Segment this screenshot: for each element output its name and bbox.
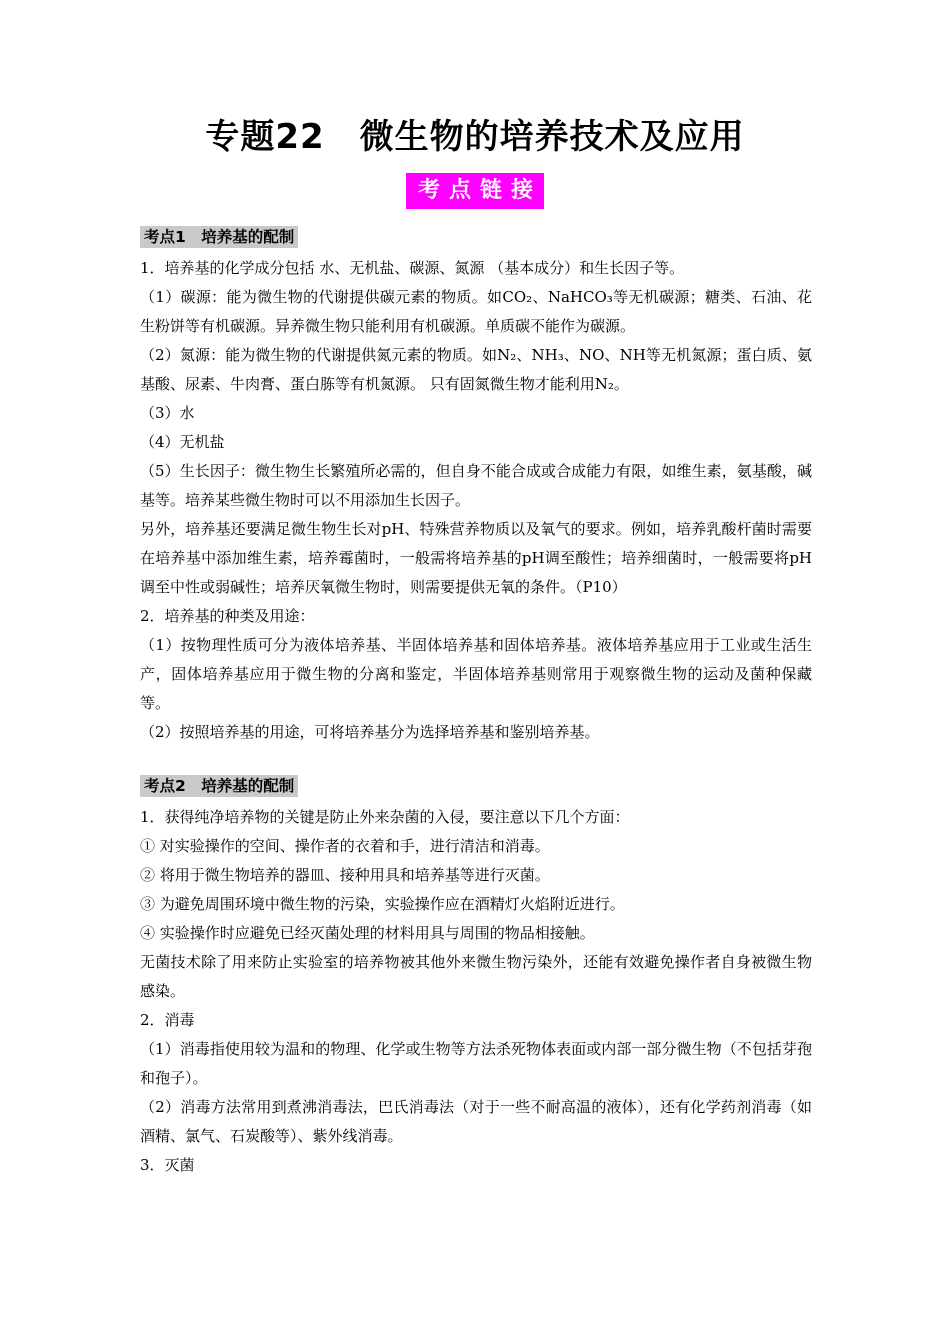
paragraph: ① 对实验操作的空间、操作者的衣着和手，进行清洁和消毒。 [140, 837, 550, 855]
section-heading: 考点2 培养基的配制 [140, 775, 298, 797]
paragraph: ③ 为避免周围环境中微生物的污染，实验操作应在酒精灯火焰附近进行。 [140, 895, 625, 913]
paragraph: （1）消毒指使用较为温和的物理、化学或生物等方法杀死物体表面或内部一部分微生物（不包括芽孢和孢子）。 [140, 1040, 812, 1087]
section-2 [140, 775, 812, 1180]
section-badge: 考点链接 [406, 173, 544, 209]
paragraph: （2）消毒方法常用到煮沸消毒法，巴氏消毒法（对于一些不耐高温的液体），还有化学药剂消毒（如酒精、氯气、石炭酸等）、紫外线消毒。 [140, 1098, 812, 1145]
paragraph: （1）按物理性质可分为液体培养基、半固体培养基和固体培养基。液体培养基应用于工业或生活生产，固体培养基应用于微生物的分离和鉴定，半固体培养基则常用于观察微生物的运动及菌种保藏等。 [140, 636, 812, 712]
paragraph: （4）无机盐 [140, 433, 225, 451]
paragraph: （3）水 [140, 404, 195, 422]
paragraph: （2）按照培养基的用途，可将培养基分为选择培养基和鉴别培养基。 [140, 723, 600, 741]
section-heading: 考点1 培养基的配制 [140, 226, 298, 248]
paragraph: ④ 实验操作时应避免已经灭菌处理的材料用具与周围的物品相接触。 [140, 924, 595, 942]
paragraph: 无菌技术除了用来防止实验室的培养物被其他外来微生物污染外，还能有效避免操作者自身被微生物感染。 [140, 953, 812, 1000]
content-body [140, 226, 812, 1180]
paragraph: （2）氮源：能为微生物的代谢提供氮元素的物质。如N₂、NH₃、NO、NH等无机氮源；蛋白质、氨基酸、尿素、牛肉膏、蛋白胨等有机氮源。 只有固氮微生物才能利用N₂。 [140, 346, 812, 393]
section-gap [140, 747, 812, 775]
paragraph: 2．培养基的种类及用途： [140, 607, 315, 625]
badge-container [0, 173, 950, 209]
section-1 [140, 226, 812, 747]
paragraph: 1．培养基的化学成分包括 水、无机盐、碳源、氮源 （基本成分）和生长因子等。 [140, 259, 685, 277]
paragraph: 3．灭菌 [140, 1156, 195, 1174]
page-title: 专题22 微生物的培养技术及应用 [205, 117, 745, 157]
paragraph: 2．消毒 [140, 1011, 195, 1029]
paragraph: （5）生长因子：微生物生长繁殖所必需的，但自身不能合成或合成能力有限，如维生素，氨基酸，碱基等。培养某些微生物时可以不用添加生长因子。 [140, 462, 812, 509]
paragraph: （1）碳源：能为微生物的代谢提供碳元素的物质。如CO₂、NaHCO₃等无机碳源；糖类、石油、花生粉饼等有机碳源。异养微生物只能利用有机碳源。单质碳不能作为碳源。 [140, 288, 812, 335]
paragraph: 1．获得纯净培养物的关键是防止外来杂菌的入侵，要注意以下几个方面： [140, 808, 630, 826]
paragraph: ② 将用于微生物培养的器皿、接种用具和培养基等进行灭菌。 [140, 866, 550, 884]
paragraph: 另外，培养基还要满足微生物生长对pH、特殊营养物质以及氧气的要求。例如，培养乳酸杆菌时需要在培养基中添加维生素，培养霉菌时，一般需将培养基的pH调至酸性；培养细菌时，一般需要将pH调至中性或弱碱性；培养厌氧微生物时，则需要提供无氧的条件。（P10） [140, 520, 812, 596]
